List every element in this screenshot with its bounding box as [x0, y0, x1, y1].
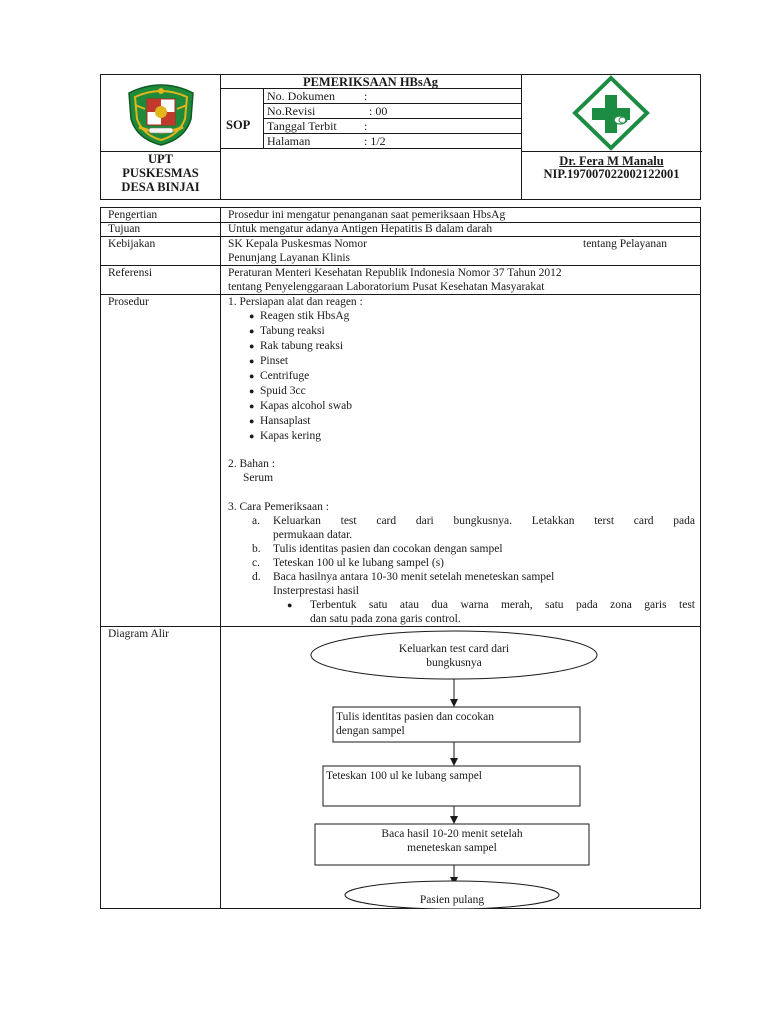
bullet-icon: ●	[249, 341, 255, 351]
step-d-bullet-line1: Terbentuk satu atau dua warna merah, satu pada zona garis test	[310, 599, 695, 611]
bullet-icon: ●	[249, 356, 255, 366]
bullet-icon: ●	[249, 311, 255, 321]
step-b-text: Tulis identitas pasien dan cocokan dengan sampel	[273, 543, 503, 555]
tool-item: Kapas alcohol swab	[260, 400, 352, 412]
signer-nip: NIP.197007022002122001	[543, 167, 680, 181]
field-tanggal-terbit-label: Tanggal Terbit	[267, 119, 337, 133]
step-a-marker: a.	[252, 515, 260, 527]
flow-node-2-line2: dengan sampel	[336, 725, 405, 737]
referensi-line1: Peraturan Menteri Kesehatan Republik Indonesia Nomor 37 Tahun 2012	[228, 267, 562, 279]
bullet-icon: ●	[249, 371, 255, 381]
step-d-text: Baca hasilnya antara 10-30 menit setelah meneteskan sampel	[273, 571, 555, 583]
puskesmas-cross-logo	[571, 75, 651, 151]
step-a-line1: Keluarkan test card dari bungkusnya. Letakkan terst card pada	[273, 515, 695, 527]
tool-item: Tabung reaksi	[260, 325, 325, 337]
step-b-marker: b.	[252, 543, 261, 555]
tool-item: Centrifuge	[260, 370, 310, 382]
signer-name: Dr. Fera M Manalu	[559, 154, 664, 168]
document-title: PEMERIKSAAN HBsAg	[302, 75, 439, 89]
bullet-icon: ●	[249, 326, 255, 336]
sop-header-table	[100, 74, 701, 200]
row-label-tujuan: Tujuan	[108, 223, 141, 235]
referensi-line2: tentang Penyelenggaraan Laboratorium Pusat Kesehatan Masyarakat	[228, 281, 545, 293]
step-a-line2: permukaan datar.	[273, 529, 353, 541]
sop-body-table	[100, 207, 701, 909]
prosedur-step3: 3. Cara Pemeriksaan :	[228, 501, 329, 513]
regional-emblem-logo	[119, 79, 203, 147]
tujuan-text: Untuk mengatur adanya Antigen Hepatitis B dalam darah	[228, 223, 493, 235]
step-c-text: Teteskan 100 ul ke lubang sampel (s)	[273, 557, 445, 569]
step-c-marker: c.	[252, 557, 260, 569]
bullet-icon: ●	[249, 431, 255, 441]
step-d-marker: d.	[252, 571, 261, 583]
field-halaman-sep: : 1/2	[364, 134, 386, 148]
tool-item: Rak tabung reaksi	[260, 340, 344, 352]
field-no-revisi-label: No.Revisi	[267, 104, 316, 118]
row-label-diagram: Diagram Alir	[108, 628, 169, 640]
flow-node-2-line1: Tulis identitas pasien dan cocokan	[336, 711, 494, 723]
kebijakan-line1a: SK Kepala Puskesmas Nomor	[228, 238, 367, 250]
row-label-referensi: Referensi	[108, 267, 153, 279]
prosedur-step2: 2. Bahan :	[228, 458, 275, 470]
flow-node-3-text: Teteskan 100 ul ke lubang sampel	[326, 770, 483, 782]
field-no-dokumen-sep: :	[364, 89, 368, 103]
field-tanggal-terbit-sep: :	[364, 119, 368, 133]
tool-item: Hansaplast	[260, 415, 311, 427]
field-no-revisi-sep: : 00	[369, 104, 388, 118]
row-label-kebijakan: Kebijakan	[108, 238, 156, 250]
field-halaman-label: Halaman	[267, 134, 311, 148]
row-label-prosedur: Prosedur	[108, 296, 149, 308]
prosedur-step2-item: Serum	[243, 472, 274, 484]
step-d-bullet-line2: dan satu pada zona garis control.	[310, 613, 461, 625]
tool-item: Spuid 3cc	[260, 385, 306, 397]
sop-label: SOP	[226, 118, 251, 132]
kebijakan-line2: Penunjang Layanan Klinis	[228, 252, 351, 264]
flow-node-1-text: Keluarkan test card dari bungkusnya	[398, 643, 510, 669]
pengertian-text: Prosedur ini mengatur penanganan saat pemeriksaan HbsAg	[228, 209, 506, 221]
bullet-icon: ●	[249, 416, 255, 426]
flow-node-4-text: Baca hasil 10-20 menit setelah meneteskan sampel	[381, 828, 523, 854]
org-name: UPT PUSKESMAS DESA BINJAI	[121, 152, 200, 194]
tool-item: Reagen stik HbsAg	[260, 310, 350, 322]
bullet-icon: ●	[287, 600, 293, 610]
flow-node-5-text: Pasien pulang	[419, 894, 485, 906]
kebijakan-line1b: tentang Pelayanan	[583, 238, 667, 250]
step-d-sub: Insterprestasi hasil	[273, 585, 359, 597]
tool-item: Kapas kering	[260, 430, 321, 442]
bullet-icon: ●	[249, 386, 255, 396]
tool-item: Pinset	[260, 355, 289, 367]
prosedur-step1: 1. Persiapan alat dan reagen :	[228, 296, 363, 308]
row-label-pengertian: Pengertian	[108, 209, 158, 221]
bullet-icon: ●	[249, 401, 255, 411]
field-no-dokumen-label: No. Dokumen	[267, 89, 335, 103]
